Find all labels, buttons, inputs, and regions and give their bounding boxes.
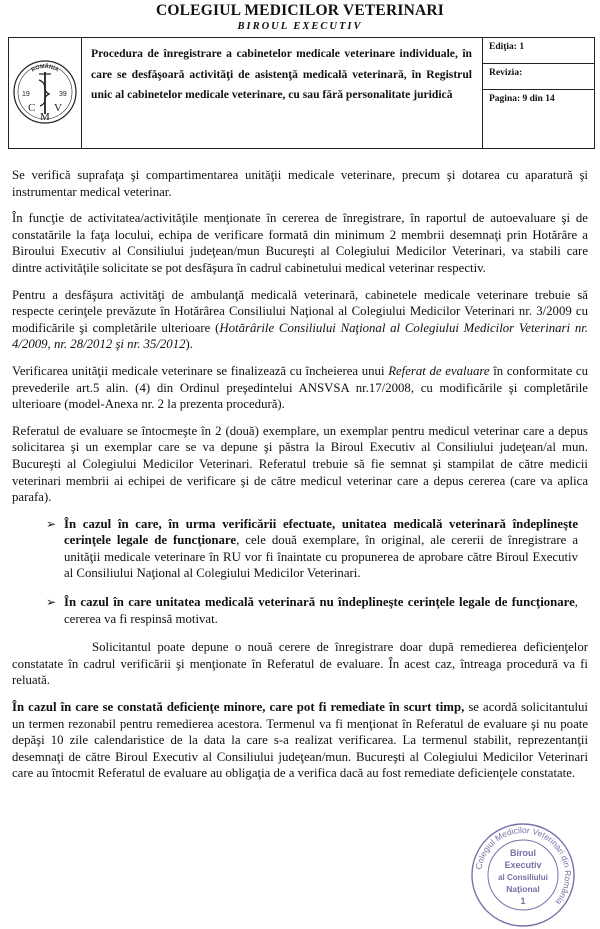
arrow-bullet-icon: ➢ bbox=[45, 595, 56, 610]
paragraph-ambulance bbox=[12, 287, 588, 353]
bullet-item-approved bbox=[12, 516, 588, 582]
logo-letter-m: M bbox=[40, 111, 50, 123]
bullet-approved-rest: , cele două exemplare, în original, ale cererii de înregistrare a unităţii medicale veterinare în RU vor fi înaintate cu propunerea de aprobare către Biroul Executiv al Consiliului Naţional al Colegiului Medicilor Veterinari. bbox=[64, 533, 579, 581]
paragraph-evaluation-italic: Referat de evaluare bbox=[388, 363, 490, 378]
institution-title: COLEGIUL MEDICILOR VETERINARI bbox=[155, 2, 445, 19]
stamp-line-5: 1 bbox=[520, 896, 526, 906]
paragraph-evaluation-report bbox=[12, 363, 588, 413]
header-table bbox=[8, 37, 595, 149]
stamp-ring-text: Colegiul Medicilor Veterinari din România bbox=[473, 824, 574, 907]
bullet-rejected-bold: În cazul în care unitatea medicală veterinară nu îndeplineşte cerinţele legale de funcţionare bbox=[64, 595, 575, 610]
document-meta bbox=[483, 38, 594, 148]
paragraph-report-copies: Referatul de evaluare se întocmeşte în 2 (două) exemplare, un exemplar pentru medicul veterinar care a depus solicitarea şi un exemplar care se va depune şi păstra la Biroul Executiv al Consiliului judeţean/al mun. Bucureşti al Colegiului Medicilor Veterinari. Referatul trebuie să fie semnat şi stampilat de către medicii veterinari membrii ai echipei de verificare şi de către medicul veterinar care a depus cererea (care va aplica parafa). bbox=[12, 423, 588, 505]
paragraph-minor-rest: se acordă solicitantului un termen rezonabil pentru remedierea acestora. Termenul va fi menţionat în Referatul de evaluare şi nu poate depăşi 10 zile calendaristice de la data la care s-a realizat verificarea. La termenul stabilit, reprezentanţii desemnaţi de către Biroul Executiv al Consiliului judeţean/mun. Bucureşti al Colegiului Medicilor Veterinari care au întocmit Referatul de evaluare au obligaţia de a verifica dacă au fost remediate deficienţele constatate. bbox=[12, 700, 588, 781]
paragraph-minor-deficiencies bbox=[12, 699, 588, 782]
logo-year-right: 39 bbox=[59, 91, 67, 98]
paragraph-minor-bold: În cazul în care se constată deficienţe minore, care pot fi remediate în scurt timp, bbox=[12, 700, 465, 715]
logo-letter-v: V bbox=[54, 102, 62, 114]
paragraph-evaluation-text: Verificarea unităţii medicale veterinare se finalizează cu încheierea unui bbox=[12, 363, 389, 378]
paragraph-ambulance-end: ). bbox=[185, 337, 193, 352]
revision-label: Revizia: bbox=[483, 64, 594, 90]
bullet-item-rejected bbox=[12, 594, 588, 627]
procedure-title: Procedura de înregistrare a cabinetelor medicale veterinare individuale, în care se desfăşoară activităţi de asistenţă medicală veterinară, în Registrul unic al cabinetelor medicale veterinare, cu sau fără personalitate juridică bbox=[81, 38, 483, 148]
document-body bbox=[12, 167, 588, 792]
paragraph-ambulance-italic: Hotărârile Consiliului Naţional al Colegiului Medicilor Veterinari nr. 4/2009, nr. 28/2012 şi nr. 35/2012 bbox=[12, 320, 589, 352]
stamp-line-2: Executiv bbox=[504, 860, 542, 870]
edition-label: Ediţia: 1 bbox=[483, 38, 594, 64]
logo-year-left: 19 bbox=[22, 91, 30, 98]
svg-text:ROMÂNIA bbox=[31, 63, 60, 74]
stamp-line-3: al Consiliului bbox=[498, 873, 548, 882]
official-stamp bbox=[470, 822, 576, 928]
cmv-logo bbox=[9, 38, 81, 148]
stamp-line-4: Naţional bbox=[506, 884, 540, 894]
arrow-bullet-icon: ➢ bbox=[45, 516, 56, 531]
paragraph-verification-team: În funcţie de activitatea/activităţile menţionate în cererea de înregistrare, în raportul de autoevaluare şi de constatările la faţa locului, echipa de verificare formată din minimum 2 membrii desemnaţi prin Hotărâre a Biroului Executiv al Consiliului judeţean/mun Bucureşti al Colegiului Medicilor Veterinari, va stabili care dintre activităţile solicitate se pot desfăşura în cadrul cabinetului medical veterinar respectiv. bbox=[12, 211, 588, 275]
bullet-rejected-rest: , cererea va fi respinsă motivat. bbox=[64, 595, 578, 626]
paragraph-surface-check: Se verifică suprafaţa şi compartimentarea unităţii medicale veterinare, precum şi dotarea cu aparatură şi instrumentar medical veterinar. bbox=[12, 168, 588, 199]
stamp-line-1: Biroul bbox=[510, 848, 536, 858]
logo-letter-c: C bbox=[28, 102, 36, 114]
department-subtitle: BIROUL EXECUTIV bbox=[237, 21, 363, 32]
paragraph-ambulance-text: Pentru a desfăşura activităţi de ambulanţă medicală veterinară, cabinetele medicale veterinare trebuie să respecte cerinţele prevăzute în Hotărârea Consiliului Naţional al Colegiului Medicilor Veterinari nr. 3/2009 cu modificările şi completările ulterioare ( bbox=[12, 287, 588, 335]
page-number: Pagina: 9 din 14 bbox=[489, 94, 555, 104]
bullet-approved-bold: În cazul în care, în urma verificării efectuate, unitatea medicală veterinară îndeplineşte cerinţele legale de funcţionare bbox=[64, 516, 578, 548]
paragraph-evaluation-rest: în conformitate cu prevederile art.5 alin. (4) din Ordinul preşedintelui ANSVSA nr.17/2008, cu modificările şi completările ulterioare (model-Anexa nr. 2 la prezenta procedură). bbox=[12, 363, 588, 412]
bullet-rejected-text bbox=[64, 594, 588, 627]
bullet-approved-text bbox=[64, 516, 588, 582]
logo-top-text: ROMÂNIA bbox=[30, 63, 60, 74]
paragraph-new-request: Solicitantul poate depune o nouă cerere de înregistrare doar după remedierea deficienţelor constatate în cadrul verificării şi menţionate în Referatul de evaluare. În acest caz, întreaga procedură va fi reluată. bbox=[12, 640, 588, 688]
logo-cell bbox=[9, 38, 82, 148]
